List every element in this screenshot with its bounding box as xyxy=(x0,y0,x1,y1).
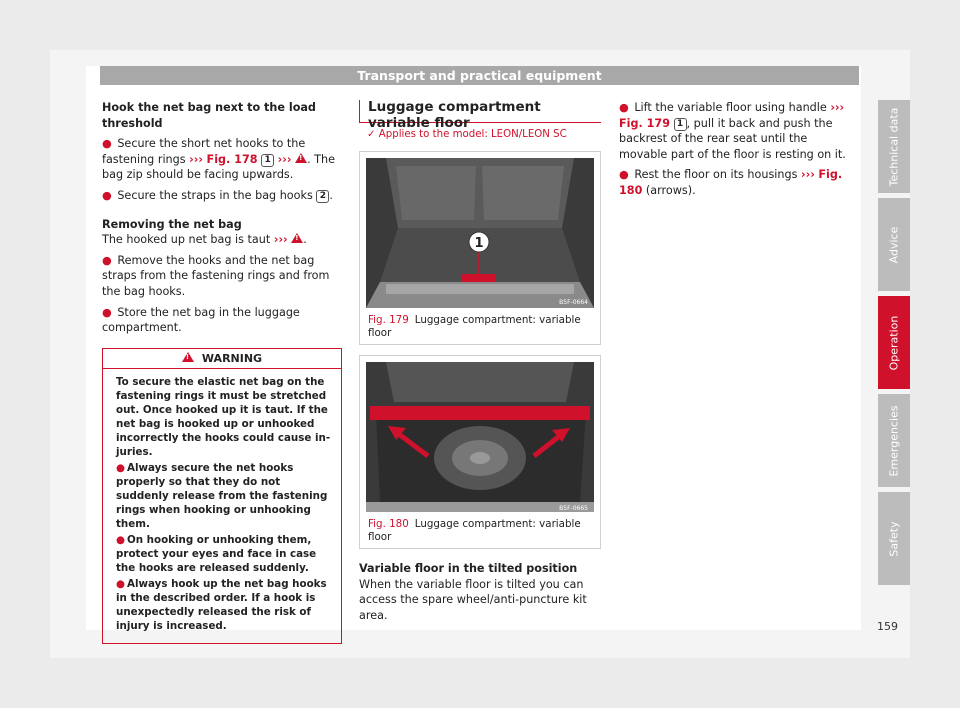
ref-arrows: ››› xyxy=(273,233,288,247)
warning-intro: To secure the elastic net bag on the fastening rings it must be stretched out. Once hooked up it is taut. If the net bag is hooked up or unhooked incorrectly the hooks could cause injuries. xyxy=(116,375,331,458)
bullet-icon: ● xyxy=(102,305,112,319)
bullet-icon: ● xyxy=(619,101,629,114)
applies-to: ✓ Applies to the model: LEON/LEON SC xyxy=(367,129,567,140)
figure-callout: 1 xyxy=(474,236,484,251)
tab-technical-data[interactable]: Technical data xyxy=(878,100,910,193)
figure-179 xyxy=(359,151,601,345)
figure-180 xyxy=(359,355,601,549)
tab-advice[interactable]: Advice xyxy=(878,198,910,291)
callout-1: 1 xyxy=(261,154,274,167)
fig-180-link[interactable]: Fig. 180 xyxy=(619,168,843,197)
variable-floor-text: When the variable floor is tilted you can access the spare wheel/anti-puncture kit area. xyxy=(359,577,587,622)
ref-arrows: ››› xyxy=(830,101,845,114)
figure-caption: Fig. 180 Luggage compartment: variable floor xyxy=(368,518,581,543)
checkmark-icon: ✓ xyxy=(367,129,376,140)
fig-178-link[interactable]: Fig. 178 xyxy=(206,152,258,166)
ref-arrows: ››› xyxy=(800,168,815,182)
ref-arrows: ››› xyxy=(277,152,292,166)
callout-2: 2 xyxy=(316,190,329,203)
tab-operation[interactable]: Operation xyxy=(878,296,910,389)
warning-triangle-icon[interactable] xyxy=(291,233,303,243)
warning-header: !WARNING xyxy=(103,349,341,369)
bullet-store-bag: ● Store the net bag in the luggage compartment. xyxy=(102,305,300,335)
variable-floor-heading: Variable floor in the tilted position xyxy=(359,562,578,575)
warning-body xyxy=(103,369,341,643)
ref-arrows: ››› xyxy=(189,152,203,166)
bullet-lift-floor: ● Lift the variable floor using handle ››› Fig. 179 1 , pull it back and push the backrest of the rear seat until the movable part of the floor is resting on it. xyxy=(619,101,846,161)
warning-item: ● Always secure the net hooks properly so that they do not suddenly release from the fastening rings when hooking or unhooking them. xyxy=(116,461,328,530)
net-bag-heading: Hook the net bag next to the load threshold xyxy=(102,101,316,130)
warning-item: ● Always hook up the net bag hooks in the described order. If a hook is unexpectedly released the risk of injury is increased. xyxy=(116,577,327,632)
warning-item: ● On hooking or unhooking them, protect your eyes and face in case the hooks are released suddenly. xyxy=(116,533,317,574)
warning-triangle-icon[interactable] xyxy=(295,153,307,163)
figure-code: B5F-0665 xyxy=(559,505,588,512)
fig-179-link[interactable]: Fig. 179 xyxy=(619,116,670,130)
removing-text: The hooked up net bag is taut ››› ! . xyxy=(102,232,342,248)
tab-safety[interactable]: Safety xyxy=(878,492,910,585)
warning-box xyxy=(102,348,342,644)
page-number: 159 xyxy=(877,620,898,633)
tilted-floor-image xyxy=(366,362,594,512)
bullet-rest-floor: ● Rest the floor on its housings ››› Fig. 180 (arrows). xyxy=(619,168,843,197)
bullet-secure-straps: ● Secure the straps in the bag hooks 2 . xyxy=(102,188,333,202)
luggage-floor-image xyxy=(366,158,594,308)
column-middle xyxy=(359,100,601,628)
page-header: Transport and practical equipment xyxy=(100,66,859,85)
bullet-icon: ● xyxy=(116,533,125,546)
figure-code: B5F-0664 xyxy=(559,299,588,306)
column-right xyxy=(619,100,851,204)
bullet-secure-hooks: ● Secure the short net hooks to the fastening rings ››› Fig. 178 1 ››› ! . The bag zip should be facing upwards. xyxy=(102,136,342,183)
bullet-icon: ● xyxy=(102,137,112,151)
bullet-icon: ● xyxy=(102,253,112,267)
warning-triangle-icon xyxy=(182,352,194,362)
removing-heading: Removing the net bag xyxy=(102,217,242,231)
bullet-remove-hooks: ● Remove the hooks and the net bag straps from the fastening rings and from the bag hooks. xyxy=(102,253,330,298)
figure-caption: Fig. 179 Luggage compartment: variable floor xyxy=(368,314,581,339)
callout-1: 1 xyxy=(674,118,687,131)
bullet-icon: ● xyxy=(116,577,125,590)
tab-emergencies[interactable]: Emergencies xyxy=(878,394,910,487)
bullet-icon: ● xyxy=(116,461,125,474)
bullet-icon: ● xyxy=(619,168,629,182)
bullet-icon: ● xyxy=(102,188,112,202)
section-title: Luggage compartment variable floor xyxy=(359,100,601,123)
column-left xyxy=(102,100,342,644)
